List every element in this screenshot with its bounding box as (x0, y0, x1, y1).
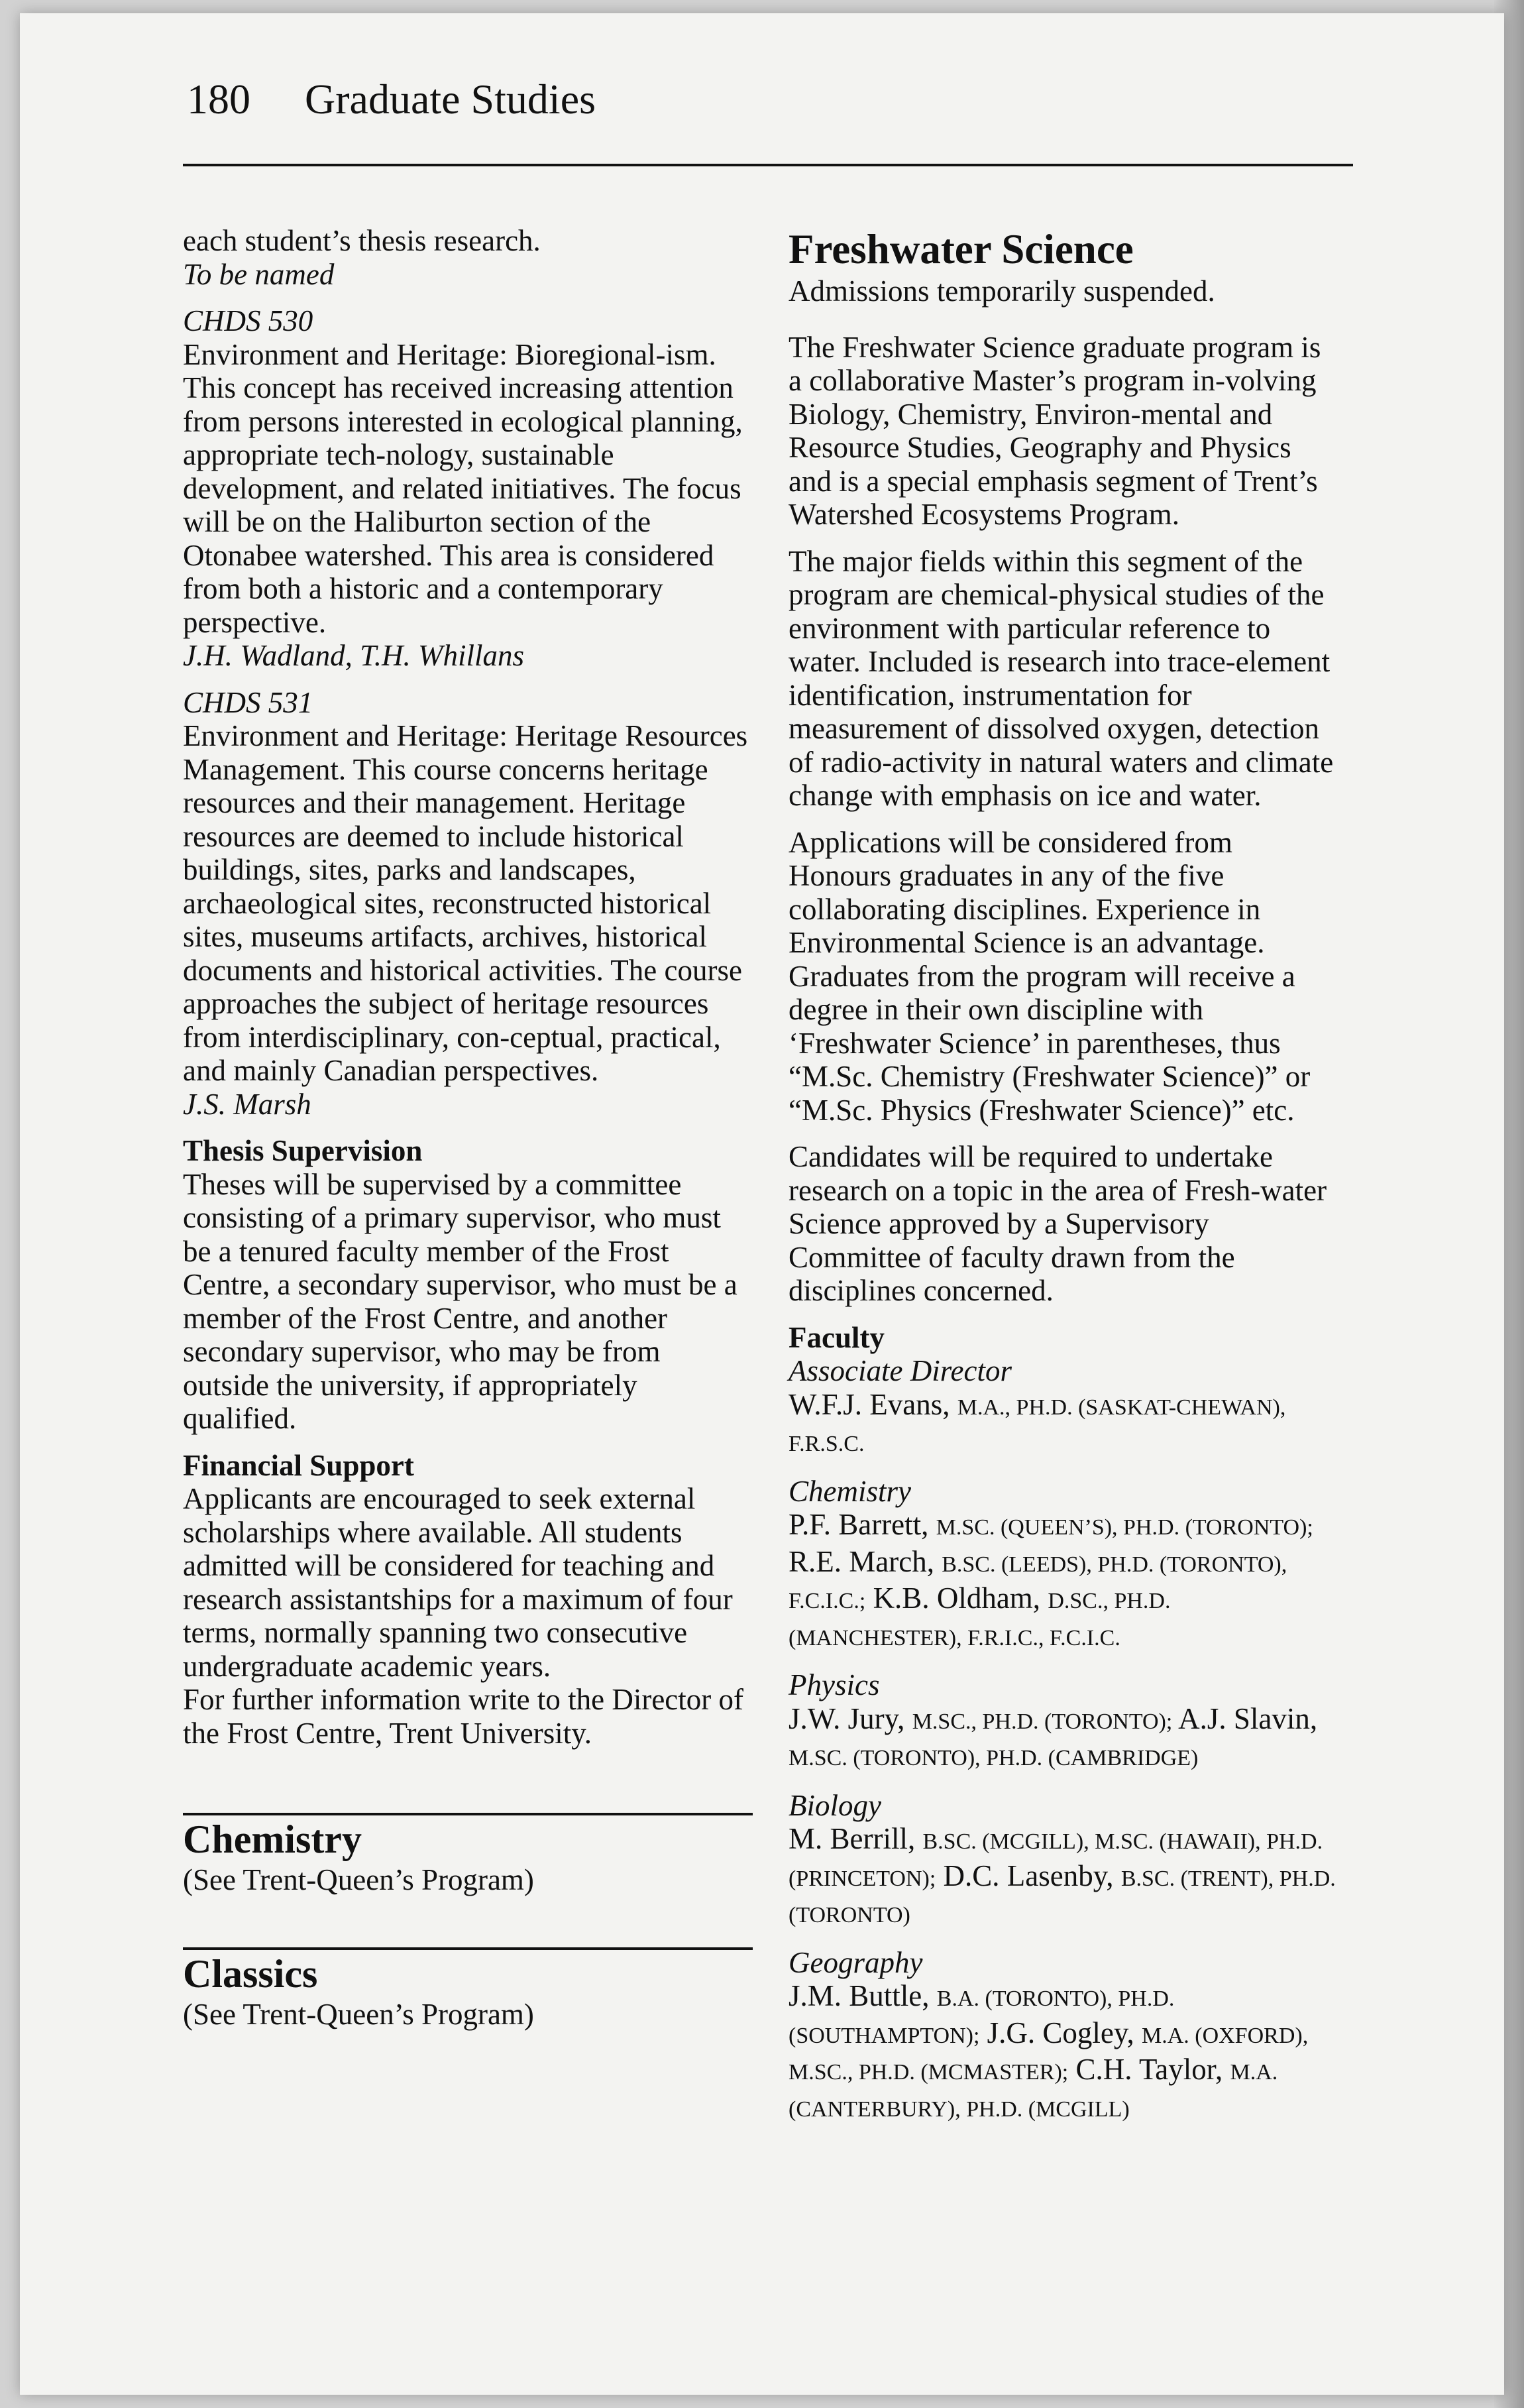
program-paragraph-2: The major fields within this segment of the program are chemical-physical studies of the environment with particular reference to water. Included is research into trace-element identification, instrumentation for measurement of dissolved oxygen, detection of radio-activity in natural waters and climate change with emphasis on ice and water. (789, 544, 1334, 812)
faculty-credentials: M.A. (CANTERBURY), PH.D. (MCGILL) (789, 2060, 1278, 2122)
faculty-group-label: Associate Director (789, 1354, 1012, 1387)
financial-contact: For further information write to the Director of the Frost Centre, Trent University. (183, 1683, 743, 1750)
course-description-531: Environment and Heritage: Heritage Resources Management. This course concerns heritage resources and their management. Heritage resources are deemed to include historical buildings, sites, parks and landscapes, archaeological sites, reconstructed historical sites, museums artifacts, archives, historical documents and historical activities. The course approaches the subject of heritage resources from interdisciplinary, con-ceptual, practical, and mainly Canadian perspectives. (183, 719, 748, 1087)
header-rule (183, 164, 1353, 166)
faculty-name: J.G. Cogley, (987, 2016, 1134, 2049)
faculty-credentials: B.A. (TORONTO), PH.D. (SOUTHAMPTON); (789, 1986, 1175, 2048)
right-column (789, 224, 1338, 2126)
faculty-name: P.F. Barrett, (789, 1508, 929, 1541)
faculty-name: J.W. Jury, (789, 1701, 905, 1735)
faculty-name: C.H. Taylor, (1075, 2053, 1223, 2086)
financial-text: Applicants are encouraged to seek external scholarships where available. All students admitted will be considered for teaching and research assistantships for a maximum of four terms, normally spanning two consecutive undergraduate academic years. (183, 1482, 733, 1683)
page-number: 180 (187, 76, 250, 123)
running-head (187, 73, 596, 126)
chemistry-note: (See Trent-Queen’s Program) (183, 1863, 534, 1896)
faculty-credentials: M.SC. (TORONTO), PH.D. (CAMBRIDGE) (789, 1746, 1199, 1770)
faculty-name: K.B. Oldham, (873, 1581, 1041, 1615)
classics-title: Classics (183, 1951, 318, 1996)
faculty-entry (789, 1702, 1338, 1776)
faculty-entry (789, 1979, 1338, 2126)
faculty-credentials: M.A. (OXFORD), M.SC., PH.D. (MCMASTER); (789, 2023, 1309, 2085)
thesis-text: Theses will be supervised by a committee consisting of a primary supervisor, who must be a tenured faculty member of the Frost Centre, a secondary supervisor, who must be a member of the Frost Centre, and another secondary supervisor, who may be from outside the university, if appropriately qualified. (183, 1167, 737, 1435)
faculty-credentials: D.SC., PH.D. (MANCHESTER), F.R.I.C., F.C.I.C. (789, 1589, 1171, 1650)
faculty-name: A.J. Slavin, (1178, 1701, 1318, 1735)
left-column (183, 224, 753, 2031)
faculty-credentials: B.SC. (MCGILL), M.SC. (HAWAII), PH.D. (PRINCETON); (789, 1829, 1323, 1891)
running-title: Graduate Studies (305, 76, 596, 123)
faculty-credentials: B.SC. (LEEDS), PH.D. (TORONTO), F.C.I.C.; (789, 1552, 1287, 1613)
faculty-group-label: Geography (789, 1945, 923, 1979)
program-paragraph-3: Applications will be considered from Honours graduates in any of the five collaborating disciplines. Experience in Environmental Science is an advantage. Graduates from the program will receive a degree in their own discipline with ‘Freshwater Science’ in parentheses, thus “M.Sc. Chemistry (Freshwater Science)” or “M.Sc. Physics (Freshwater Science)” etc. (789, 825, 1311, 1127)
faculty-name: J.M. Buttle, (789, 1979, 930, 2012)
faculty-name: R.E. March, (789, 1544, 934, 1578)
faculty-heading: Faculty (789, 1320, 885, 1354)
faculty-name: D.C. Lasenby, (943, 1859, 1114, 1892)
faculty-group-label: Biology (789, 1788, 881, 1822)
intro-instructor: To be named (183, 257, 335, 291)
course-code-530: CHDS 530 (183, 304, 313, 337)
faculty-name: W.F.J. Evans, (789, 1387, 950, 1421)
faculty-group-label: Chemistry (789, 1474, 911, 1508)
admissions-note: Admissions temporarily suspended. (789, 274, 1215, 308)
faculty-name: M. Berrill, (789, 1822, 916, 1855)
faculty-credentials: M.SC. (QUEEN’S), PH.D. (TORONTO); (936, 1515, 1313, 1540)
program-paragraph-1: The Freshwater Science graduate program is a collaborative Master’s program in-volving Biology, Chemistry, Environ-mental and Resource Studies, Geography and Physics and is a special emphasis segment of Trent’s Watershed Ecosystems Program. (789, 330, 1321, 531)
program-paragraph-4: Candidates will be required to undertake research on a topic in the area of Fresh-water Science approved by a Supervisory Committee of faculty drawn from the disciplines concerned. (789, 1140, 1327, 1307)
course-description-530: Environment and Heritage: Bioregional-ism. This concept has received increasing attention from persons interested in ecological planning, appropriate tech-nology, sustainable development, and related initiatives. The focus will be on the Haliburton section of the Otonabee watershed. This area is considered from both a historic and a contemporary perspective. (183, 337, 743, 639)
financial-heading: Financial Support (183, 1448, 414, 1482)
thesis-heading: Thesis Supervision (183, 1134, 423, 1167)
intro-text: each student’s thesis research. (183, 224, 541, 257)
course-instructors-530: J.H. Wadland, T.H. Whillans (183, 639, 525, 672)
faculty-credentials: B.SC. (TRENT), PH.D. (TORONTO) (789, 1866, 1336, 1927)
faculty-entry (789, 1388, 1338, 1462)
faculty-group-label: Physics (789, 1668, 880, 1701)
faculty-credentials: M.SC., PH.D. (TORONTO); (912, 1709, 1173, 1734)
faculty-entry (789, 1822, 1338, 1933)
course-code-531: CHDS 531 (183, 685, 313, 719)
classics-note: (See Trent-Queen’s Program) (183, 1997, 534, 2031)
faculty-credentials: M.A., PH.D. (SASKAT-CHEWAN), F.R.S.C. (789, 1395, 1286, 1456)
chemistry-title: Chemistry (183, 1817, 362, 1861)
faculty-entry (789, 1508, 1338, 1655)
course-instructors-531: J.S. Marsh (183, 1087, 311, 1121)
section-title: Freshwater Science (789, 226, 1134, 272)
